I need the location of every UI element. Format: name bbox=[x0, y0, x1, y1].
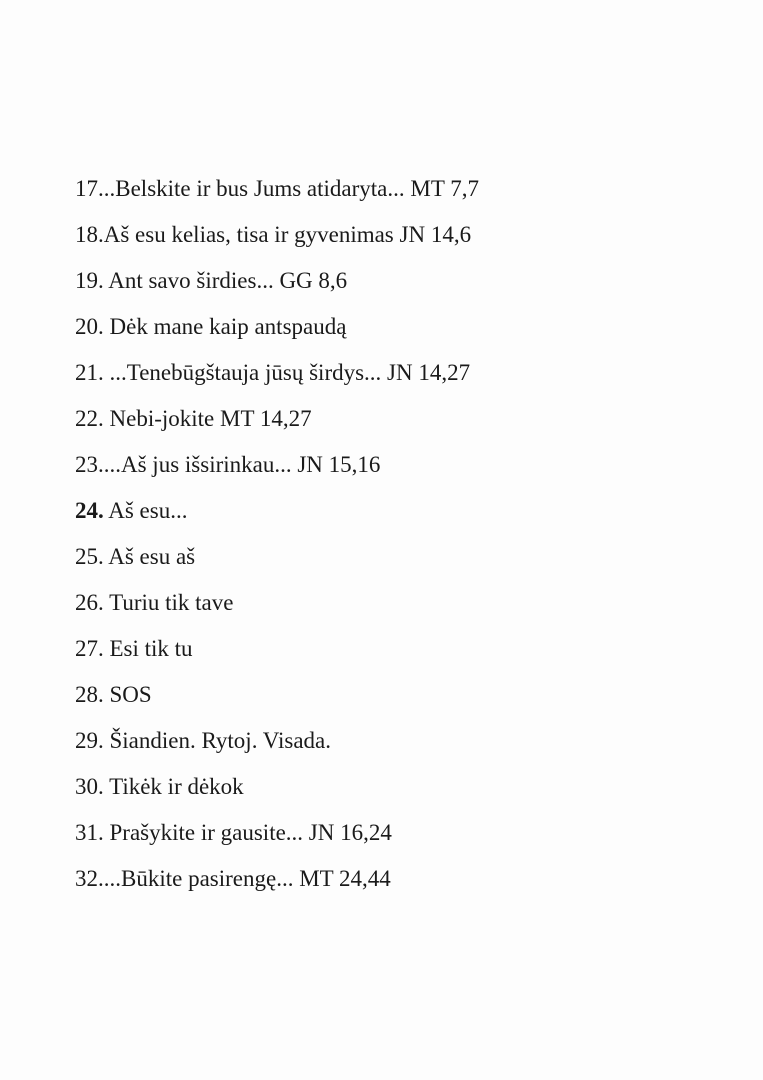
line-text: 18.Aš esu kelias, tisa ir gyvenimas JN 14,6 bbox=[75, 222, 472, 247]
list-line-32 bbox=[75, 856, 695, 902]
line-text: 31. Prašykite ir gausite... JN 16,24 bbox=[75, 820, 392, 845]
list-line-29 bbox=[75, 718, 695, 764]
line-text: 30. Tikėk ir dėkok bbox=[75, 774, 244, 799]
line-text: 25. Aš esu aš bbox=[75, 544, 196, 569]
list-line-19 bbox=[75, 258, 695, 304]
list-line-27 bbox=[75, 626, 695, 672]
list-line-26 bbox=[75, 580, 695, 626]
line-text: 23....Aš jus išsirinkau... JN 15,16 bbox=[75, 452, 381, 477]
line-text: 17...Belskite ir bus Jums atidaryta... MT 7,7 bbox=[75, 176, 479, 201]
line-number-bold: 24. bbox=[75, 498, 104, 523]
line-text: 26. Turiu tik tave bbox=[75, 590, 234, 615]
list-line-31 bbox=[75, 810, 695, 856]
line-text: 22. Nebi-jokite MT 14,27 bbox=[75, 406, 312, 431]
list-block bbox=[75, 166, 695, 902]
line-text: 27. Esi tik tu bbox=[75, 636, 193, 661]
list-line-25 bbox=[75, 534, 695, 580]
line-text: 32....Būkite pasirengę... MT 24,44 bbox=[75, 866, 391, 891]
list-line-30 bbox=[75, 764, 695, 810]
list-line-23 bbox=[75, 442, 695, 488]
list-line-24 bbox=[75, 488, 695, 534]
list-line-28 bbox=[75, 672, 695, 718]
line-text: 28. SOS bbox=[75, 682, 152, 707]
list-line-22 bbox=[75, 396, 695, 442]
list-line-17 bbox=[75, 166, 695, 212]
line-text: 21. ...Tenebūgštauja jūsų širdys... JN 14,27 bbox=[75, 360, 471, 385]
line-text: 20. Dėk mane kaip antspaudą bbox=[75, 314, 347, 339]
list-line-21 bbox=[75, 350, 695, 396]
line-text: 19. Ant savo širdies... GG 8,6 bbox=[75, 268, 348, 293]
list-line-20 bbox=[75, 304, 695, 350]
line-text: Aš esu... bbox=[103, 498, 188, 523]
list-line-18 bbox=[75, 212, 695, 258]
line-text: 29. Šiandien. Rytoj. Visada. bbox=[75, 728, 332, 753]
